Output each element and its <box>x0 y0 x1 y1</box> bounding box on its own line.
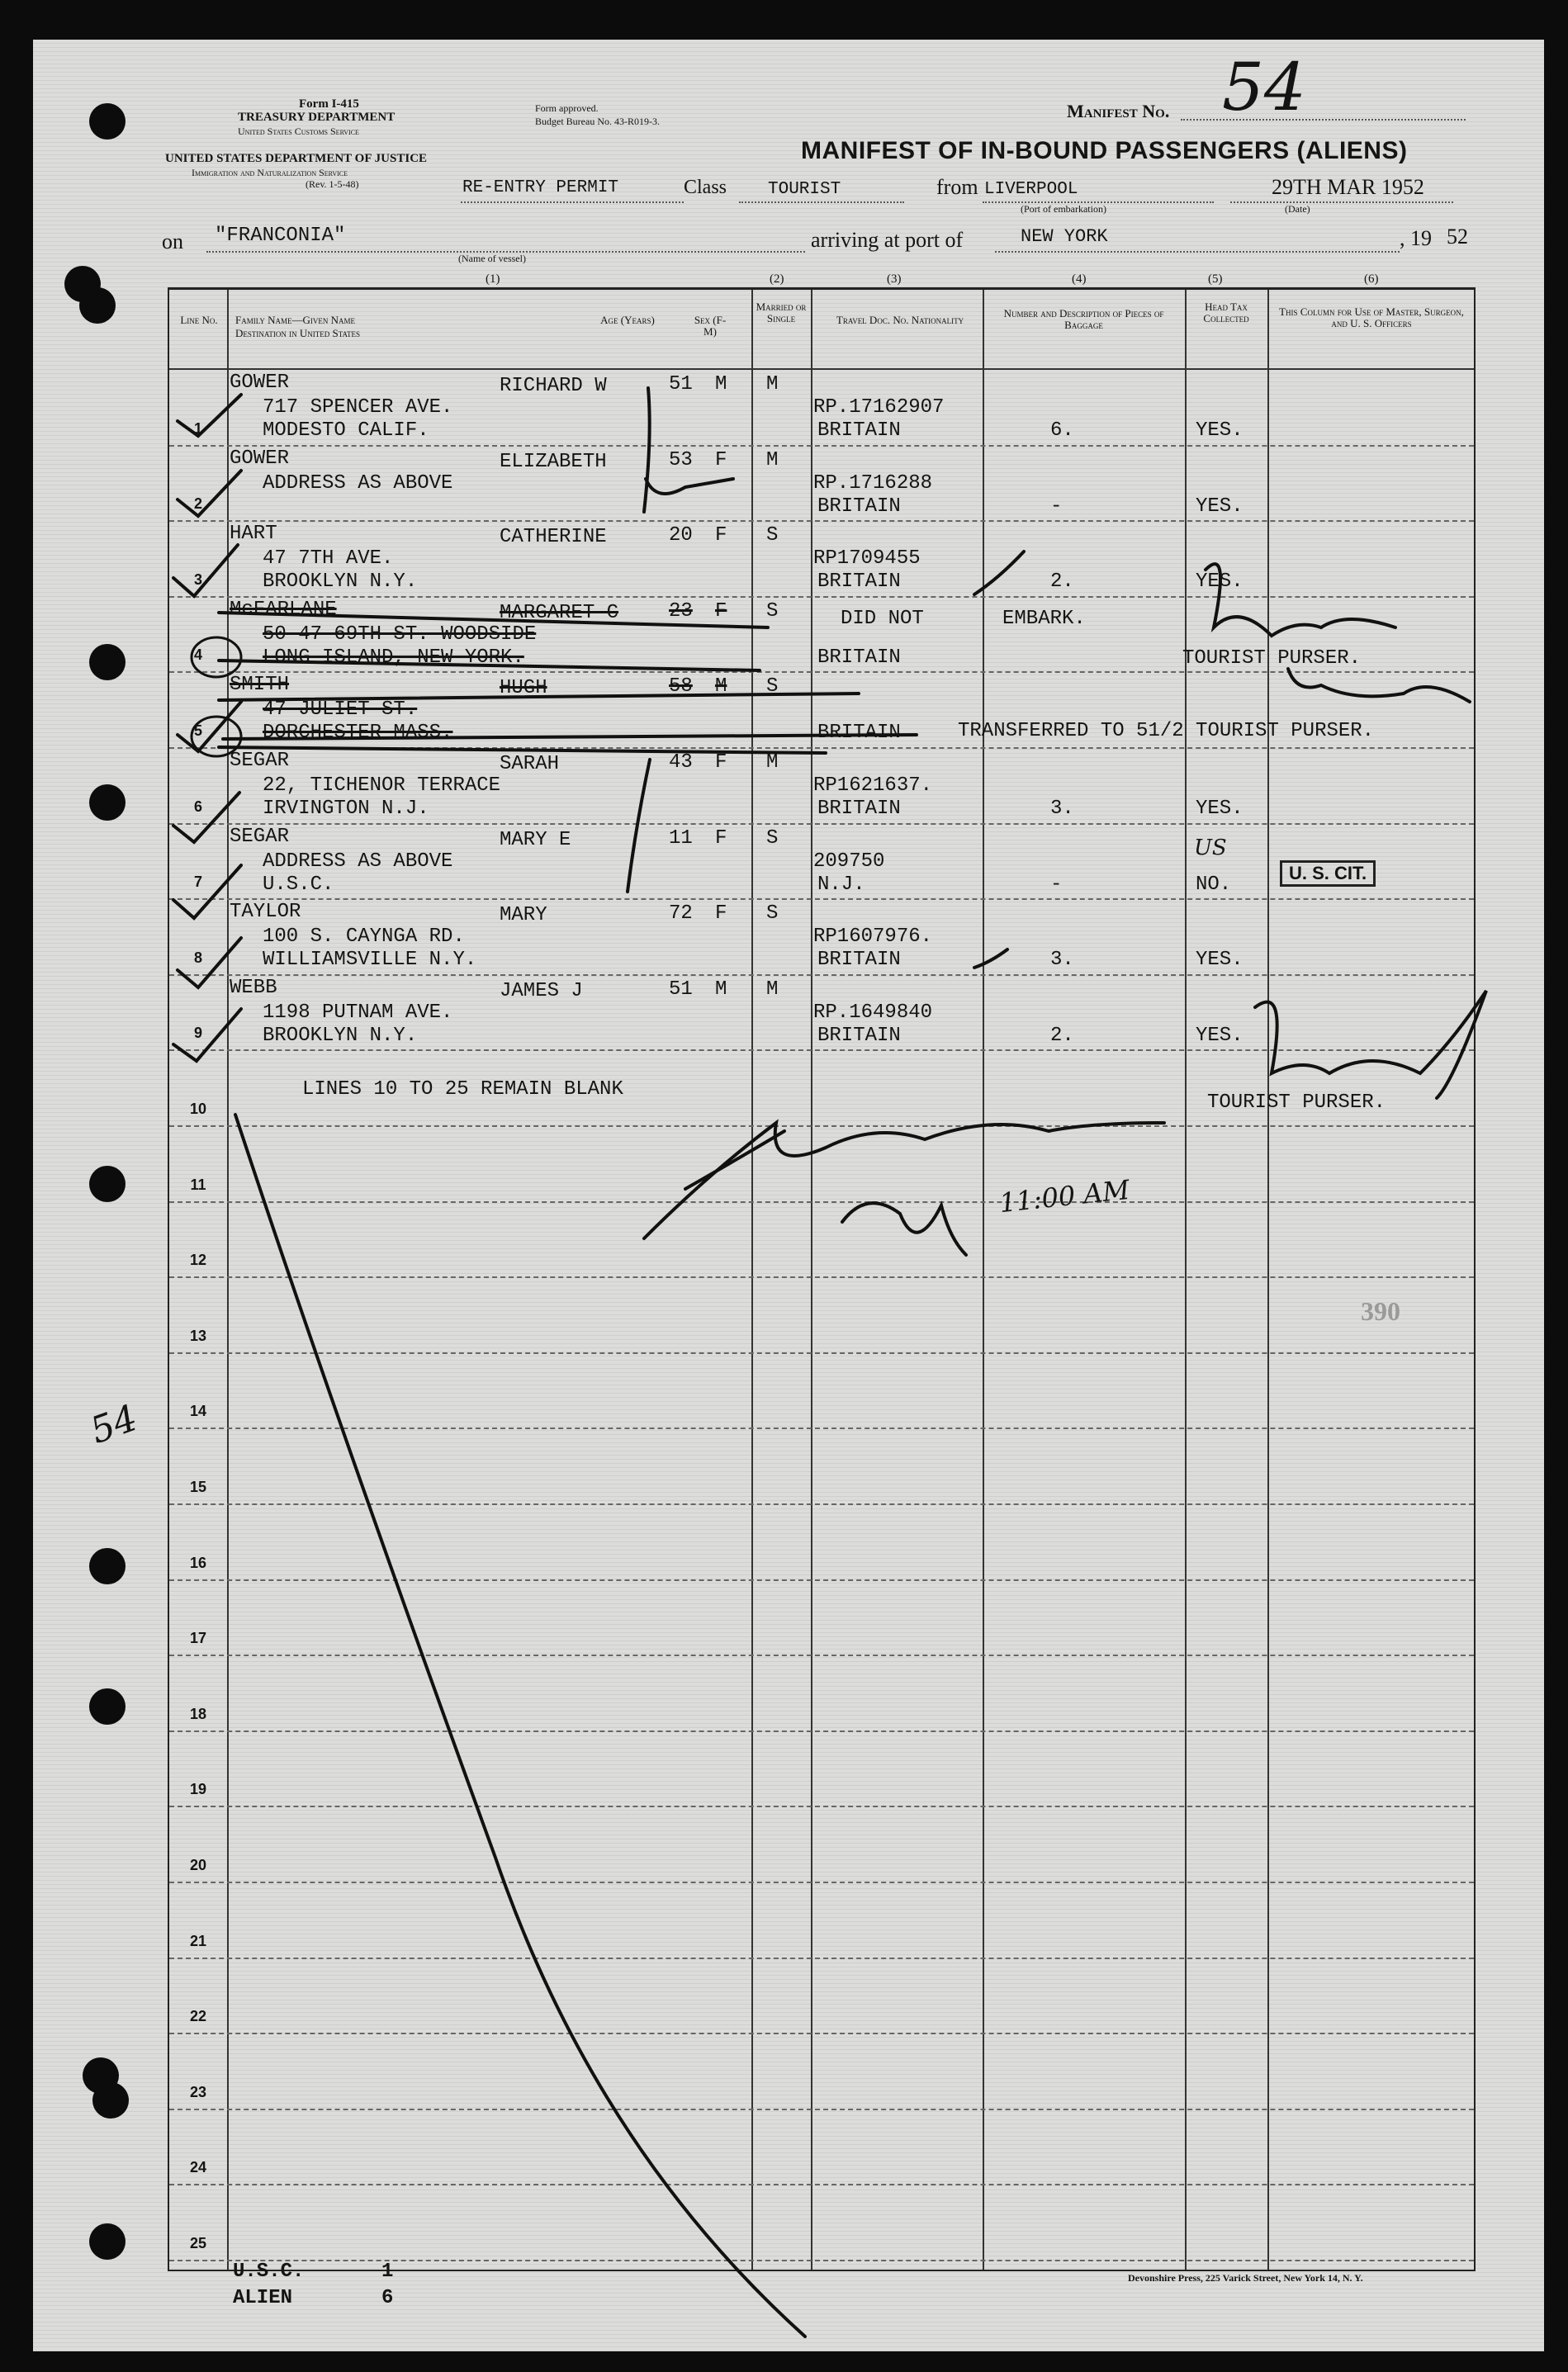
passenger-marital: S <box>766 902 779 926</box>
remark-tourist-purser-4: TOURIST PURSER. <box>1182 647 1362 670</box>
passenger-address-2: DORCHESTER MASS. <box>263 722 453 745</box>
year-value: 52 <box>1447 225 1468 249</box>
line-number: 18 <box>189 1705 207 1722</box>
passenger-family-name: TAYLOR <box>230 901 301 924</box>
passenger-family-name: GOWER <box>230 447 290 470</box>
header-destination: Destination in United States <box>235 327 361 339</box>
col-number-5: (5) <box>1208 272 1223 286</box>
line-number: 11 <box>190 1176 206 1193</box>
passenger-marital: S <box>766 524 779 547</box>
immigration-label: Immigration and Naturalization Service <box>192 167 348 178</box>
row-rule <box>169 898 1474 900</box>
passenger-travel-doc: 209750 <box>813 850 885 873</box>
passenger-family-name: GOWER <box>230 372 290 394</box>
passenger-given-name: SARAH <box>500 753 560 775</box>
passenger-baggage: 3. <box>1050 798 1074 820</box>
passenger-marital: M <box>766 751 779 774</box>
header-married: Married or Single <box>756 301 807 324</box>
row-rule <box>169 1427 1474 1429</box>
passenger-age: 53 <box>669 448 693 471</box>
passenger-address-2: IRVINGTON N.J. <box>263 798 429 820</box>
line-number: 25 <box>189 2235 207 2251</box>
column-rule <box>227 290 229 2270</box>
class-value: TOURIST <box>768 180 841 199</box>
passenger-address-1: 50-47 69TH ST. WOODSIDE <box>263 623 537 646</box>
passenger-address-1: ADDRESS AS ABOVE <box>263 850 453 873</box>
port-caption: (Port of embarkation) <box>1021 203 1106 215</box>
passenger-baggage: 2. <box>1050 1024 1074 1047</box>
tourist-purser-9: TOURIST PURSER. <box>1207 1091 1386 1114</box>
manifest-no-value: 54 <box>1222 49 1306 125</box>
vessel-name: "FRANCONIA" <box>215 225 346 247</box>
from-port: LIVERPOOL <box>984 180 1078 199</box>
row-rule <box>169 1730 1474 1732</box>
passenger-family-name: SEGAR <box>230 825 290 848</box>
col-number-2: (2) <box>770 272 784 286</box>
line-number: 14 <box>189 1403 207 1420</box>
passenger-age: 51 <box>669 373 693 395</box>
column-rule <box>983 290 984 2270</box>
form-approved: Form approved. <box>535 102 599 114</box>
passenger-marital: M <box>766 373 779 395</box>
passenger-age: 51 <box>669 978 693 1001</box>
row-rule <box>169 974 1474 976</box>
passenger-sex: F <box>715 448 727 471</box>
passenger-baggage: 2. <box>1050 571 1074 594</box>
justice-label: UNITED STATES DEPARTMENT OF JUSTICE <box>165 152 428 165</box>
date-caption: (Date) <box>1285 203 1310 215</box>
line-number: 13 <box>189 1327 207 1344</box>
header-baggage: Number and Description of Pieces of Baggage <box>1003 307 1164 331</box>
line-number: 9 <box>193 1025 202 1042</box>
manifest-no-label: Manifest No. <box>1067 101 1170 121</box>
line-number: 21 <box>189 1932 207 1949</box>
passenger-given-name: RICHARD W <box>500 375 607 397</box>
binder-hole <box>89 103 126 140</box>
passenger-head-tax: YES. <box>1196 1024 1244 1047</box>
date-line <box>1230 201 1453 203</box>
line-number: 15 <box>189 1479 207 1495</box>
passenger-head-tax: NO. <box>1196 873 1232 896</box>
passenger-given-name: CATHERINE <box>500 526 607 549</box>
passenger-marital: S <box>766 675 779 698</box>
manifest-date: 29TH MAR 1952 <box>1272 175 1424 199</box>
line-number: 17 <box>189 1630 207 1647</box>
passenger-address-2: LONG ISLAND, NEW YORK. <box>263 646 524 669</box>
budget-bureau: Budget Bureau No. 43-R019-3. <box>535 116 660 127</box>
row-rule <box>169 747 1474 749</box>
on-label: on <box>162 230 183 253</box>
row-rule <box>169 2033 1474 2034</box>
passenger-marital: M <box>766 448 779 471</box>
row-rule <box>169 520 1474 522</box>
passenger-family-name: SEGAR <box>230 750 290 772</box>
passenger-sex: F <box>715 826 727 850</box>
passenger-address-2: U.S.C. <box>263 873 334 896</box>
passenger-travel-doc: RP1607976. <box>813 926 933 949</box>
passenger-head-tax: YES. <box>1196 798 1244 820</box>
line-number: 1 <box>193 419 202 437</box>
passenger-age: 23 <box>669 599 693 623</box>
arrival-line <box>995 251 1400 253</box>
col-number-4: (4) <box>1072 272 1087 286</box>
passenger-travel-doc: RP1621637. <box>813 774 933 797</box>
usc-count: 1 <box>381 2261 394 2283</box>
col-number-3: (3) <box>887 272 902 286</box>
row-rule <box>169 1579 1474 1581</box>
remark-embark: EMBARK. <box>1002 608 1086 630</box>
passenger-address-1: 22, TICHENOR TERRACE <box>263 774 501 797</box>
line-number: 3 <box>193 571 202 588</box>
passenger-head-tax: YES. <box>1196 419 1244 442</box>
alien-label: ALIEN <box>233 2287 293 2309</box>
header-sex: Sex (F-M) <box>694 314 727 338</box>
column-rule <box>1267 290 1269 2270</box>
passenger-sex: F <box>715 599 727 623</box>
passenger-travel-doc: RP.1649840 <box>813 1001 933 1024</box>
line-number: 16 <box>189 1554 207 1571</box>
row-rule <box>169 1049 1474 1051</box>
document-title: MANIFEST OF IN-BOUND PASSENGERS (ALIENS) <box>801 137 1408 164</box>
header-rule <box>169 368 1474 370</box>
passenger-address-2: WILLIAMSVILLE N.Y. <box>263 949 477 972</box>
customs-label: United States Customs Service <box>238 125 359 137</box>
passenger-sex: M <box>715 978 727 1001</box>
passenger-age: 58 <box>669 675 693 698</box>
reentry-permit: RE-ENTRY PERMIT <box>462 178 619 197</box>
arriving-label: arriving at port of <box>811 228 964 252</box>
col-number-6: (6) <box>1364 272 1379 286</box>
line-number: 19 <box>189 1781 207 1798</box>
binder-hole <box>89 644 126 680</box>
passenger-travel-doc: RP1709455 <box>813 547 921 571</box>
passenger-address-1: 717 SPENCER AVE. <box>263 396 453 419</box>
column-rule <box>751 290 753 2270</box>
binder-hole <box>79 287 116 324</box>
passenger-family-name: WEBB <box>230 976 277 999</box>
passenger-sex: F <box>715 902 727 926</box>
passenger-head-tax: YES. <box>1196 495 1244 518</box>
header-head-tax: Head Tax Collected <box>1203 301 1249 324</box>
line-number: 6 <box>193 798 202 815</box>
passenger-address-2: BROOKLYN N.Y. <box>263 571 418 594</box>
passenger-nationality: BRITAIN <box>817 798 901 820</box>
time-mark: 11:00 AM <box>997 1173 1131 1219</box>
passenger-nationality: N.J. <box>817 873 865 896</box>
passenger-baggage: - <box>1050 873 1063 896</box>
margin-mark: 54 <box>84 1396 144 1453</box>
row-rule <box>169 2260 1474 2261</box>
binder-hole <box>89 1166 126 1202</box>
passenger-given-name: JAMES J <box>500 979 583 1002</box>
passenger-head-tax: YES. <box>1196 571 1244 594</box>
treasury-label: TREASURY DEPARTMENT <box>238 111 396 124</box>
us-handwritten: US <box>1194 836 1227 860</box>
passenger-given-name: HUGH <box>500 677 547 700</box>
passenger-sex: F <box>715 751 727 774</box>
passenger-marital: S <box>766 826 779 850</box>
row-rule <box>169 2184 1474 2185</box>
remark-transferred: TRANSFERRED TO 51/2 TOURIST PURSER. <box>958 720 1375 742</box>
row-rule <box>169 1201 1474 1203</box>
passenger-nationality: BRITAIN <box>817 646 901 669</box>
column-rule <box>1185 290 1187 2270</box>
row-rule <box>169 596 1474 598</box>
row-rule <box>169 1806 1474 1807</box>
passenger-address-1: 100 S. CAYNGA RD. <box>263 926 465 949</box>
permit-line <box>461 201 684 203</box>
passenger-family-name: McFARLANE <box>230 598 337 621</box>
binder-hole <box>89 784 126 821</box>
class-label: Class <box>684 177 727 198</box>
passenger-nationality: BRITAIN <box>817 419 901 442</box>
passenger-sex: F <box>715 524 727 547</box>
line-number: 24 <box>189 2159 207 2176</box>
passenger-travel-doc: RP.1716288 <box>813 471 933 495</box>
passenger-address-2: BROOKLYN N.Y. <box>263 1024 418 1047</box>
passenger-address-1: 47 7TH AVE. <box>263 547 394 571</box>
passenger-address-1: ADDRESS AS ABOVE <box>263 471 453 495</box>
lines-blank-note: LINES 10 TO 25 REMAIN BLANK <box>302 1078 623 1101</box>
passenger-baggage: 6. <box>1050 419 1074 442</box>
row-rule <box>169 671 1474 673</box>
binder-hole <box>89 1688 126 1725</box>
form-number: Form I-415 <box>299 97 359 111</box>
header-travel-doc: Travel Doc. No. Nationality <box>836 314 964 326</box>
passenger-family-name: HART <box>230 523 277 546</box>
passenger-given-name: MARY <box>500 904 547 927</box>
binder-hole <box>92 2082 129 2119</box>
passenger-nationality: BRITAIN <box>817 949 901 972</box>
header-name: Family Name—Given Name <box>235 314 355 326</box>
passenger-nationality: BRITAIN <box>817 722 901 745</box>
passenger-given-name: MARY E <box>500 828 571 851</box>
line-number: 7 <box>193 874 202 891</box>
row-rule <box>169 1125 1474 1127</box>
uscit-stamp: U. S. CIT. <box>1280 860 1376 887</box>
header-line-no: Line No. <box>180 314 218 326</box>
passenger-given-name: ELIZABETH <box>500 450 607 473</box>
binder-hole <box>89 2223 126 2260</box>
passenger-address-1: 1198 PUTNAM AVE. <box>263 1001 453 1024</box>
passenger-head-tax: YES. <box>1196 949 1244 972</box>
year-prefix: , 19 <box>1400 226 1432 250</box>
class-line <box>739 201 904 203</box>
line-number: 20 <box>189 1857 207 1873</box>
passenger-age: 72 <box>669 902 693 926</box>
passenger-sex: M <box>715 675 727 698</box>
column-rule <box>811 290 812 2270</box>
from-label: from <box>936 175 978 199</box>
line-number: 22 <box>189 2008 207 2025</box>
binder-hole <box>89 1548 126 1584</box>
row-rule <box>169 1503 1474 1505</box>
rev-label: (Rev. 1-5-48) <box>306 178 359 190</box>
printer-imprint: Devonshire Press, 225 Varick Street, New York 14, N. Y. <box>1128 2272 1363 2284</box>
passenger-baggage: - <box>1050 495 1063 518</box>
header-age: Age (Years) <box>600 314 655 326</box>
passenger-travel-doc: RP.17162907 <box>813 396 945 419</box>
line-number: 12 <box>189 1252 207 1269</box>
line-number: 5 <box>193 722 202 739</box>
passenger-given-name: MARGARET C <box>500 601 619 624</box>
line-number: 4 <box>193 646 202 664</box>
line-number: 10 <box>189 1101 207 1117</box>
passenger-sex: M <box>715 373 727 395</box>
row-rule <box>169 1958 1474 1959</box>
passenger-marital: M <box>766 978 779 1001</box>
passenger-family-name: SMITH <box>230 674 290 697</box>
usc-label: U.S.C. <box>233 2261 305 2283</box>
row-rule <box>169 1655 1474 1656</box>
row-rule <box>169 823 1474 825</box>
passenger-address-1: 47 JULIET ST. <box>263 698 418 722</box>
passenger-marital: S <box>766 599 779 623</box>
remark-did-not: DID NOT <box>841 608 924 630</box>
arrival-port: NEW YORK <box>1021 226 1108 247</box>
row-rule <box>169 1352 1474 1354</box>
line-number: 2 <box>193 495 202 513</box>
alien-count: 6 <box>381 2287 394 2309</box>
passenger-nationality: BRITAIN <box>817 571 901 594</box>
passenger-age: 43 <box>669 751 693 774</box>
row-rule <box>169 2109 1474 2110</box>
passenger-age: 20 <box>669 524 693 547</box>
line-number: 23 <box>189 2083 207 2100</box>
vessel-caption: (Name of vessel) <box>458 253 526 264</box>
line-number: 8 <box>193 949 202 966</box>
passenger-baggage: 3. <box>1050 949 1074 972</box>
col-number-1: (1) <box>486 272 500 286</box>
row-rule <box>169 445 1474 447</box>
passenger-address-2: MODESTO CALIF. <box>263 419 429 442</box>
stamp-390: 390 <box>1361 1296 1400 1326</box>
passenger-nationality: BRITAIN <box>817 1024 901 1047</box>
passenger-age: 11 <box>669 826 693 850</box>
passenger-nationality: BRITAIN <box>817 495 901 518</box>
header-officers: This Column for Use of Master, Surgeon, and U. S. Officers <box>1279 305 1464 329</box>
row-rule <box>169 1882 1474 1883</box>
row-rule <box>169 1276 1474 1278</box>
